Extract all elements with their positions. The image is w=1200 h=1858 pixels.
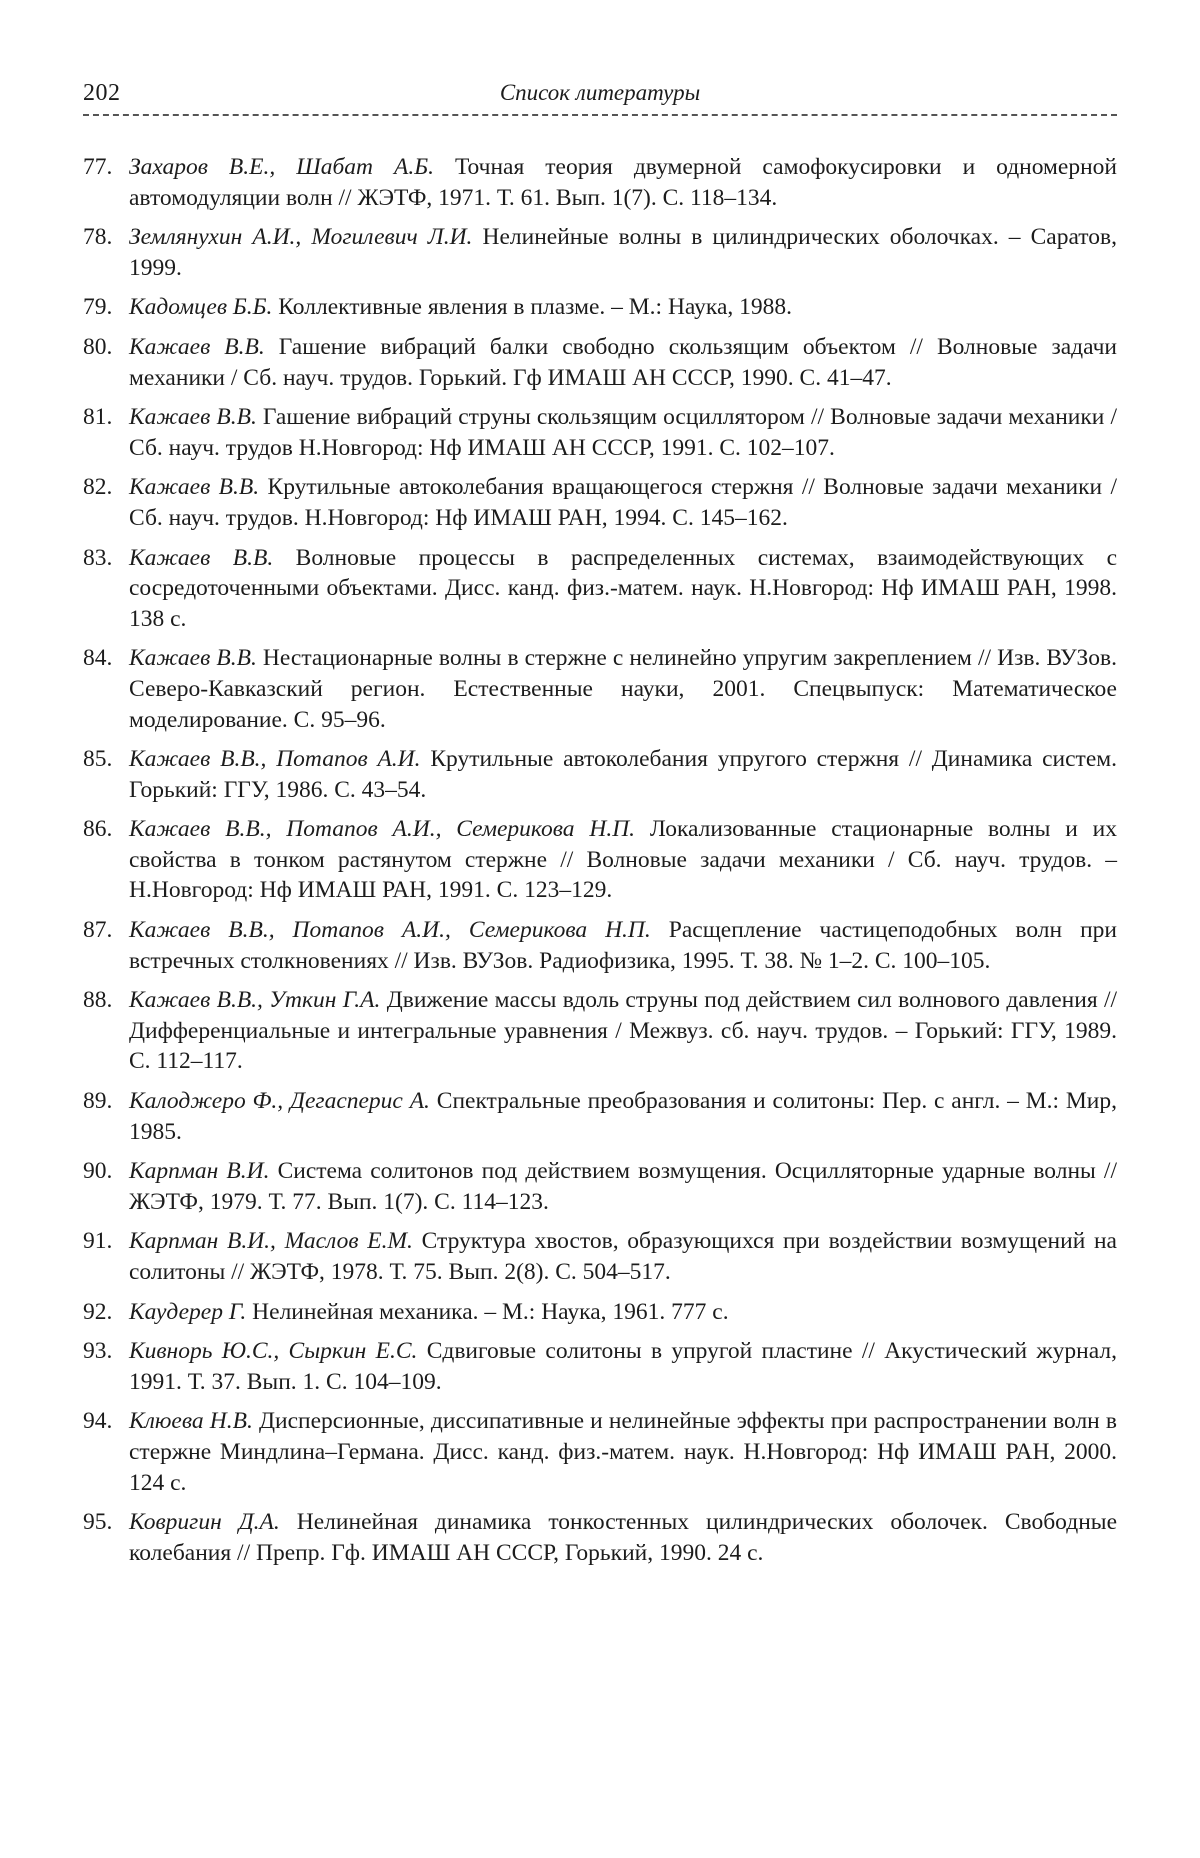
reference-item bbox=[83, 1156, 1117, 1217]
reference-text: Коллективные явления в плазме. – М.: Наука, 1988. bbox=[272, 294, 793, 321]
reference-item bbox=[83, 1507, 1117, 1568]
reference-number: 90. bbox=[83, 1158, 113, 1185]
reference-item bbox=[83, 472, 1117, 533]
reference-authors: Кажаев В.В., Потапов А.И. bbox=[129, 746, 421, 773]
reference-item bbox=[83, 1336, 1117, 1397]
reference-number: 87. bbox=[83, 917, 113, 944]
reference-number: 79. bbox=[83, 294, 113, 321]
reference-authors: Кажаев В.В. bbox=[129, 404, 257, 431]
reference-item bbox=[83, 643, 1117, 735]
reference-number: 95. bbox=[83, 1509, 113, 1536]
reference-number: 78. bbox=[83, 224, 113, 251]
reference-item bbox=[83, 1406, 1117, 1498]
reference-text: Движение массы вдоль струны под действием сил волнового давления // Дифференциальные и интегральные уравнения / Межвуз. сб. науч. трудов. – Горький: ГГУ, 1989. С. 112–117. bbox=[129, 987, 1117, 1075]
reference-authors: Кажаев В.В., Потапов А.И., Семерикова Н.П. bbox=[129, 917, 651, 944]
reference-text: Гашение вибраций балки свободно скользящим объектом // Волновые задачи механики / Сб. науч. трудов. Горький. Гф ИМАШ АН СССР, 1990. С. 41–47. bbox=[129, 333, 1117, 391]
reference-item bbox=[83, 744, 1117, 805]
reference-text: Волновые процессы в распределенных системах, взаимодействующих с сосредоточенными объектами. Дисс. канд. физ.-матем. наук. Н.Новгород: Нф ИМАШ РАН, 1998. 138 с. bbox=[129, 544, 1117, 632]
page-number: 202 bbox=[83, 80, 121, 106]
reference-item bbox=[83, 1297, 1117, 1328]
reference-item bbox=[83, 915, 1117, 976]
reference-number: 93. bbox=[83, 1338, 113, 1365]
reference-text: Нелинейные волны в цилиндрических оболочках. – Саратов, 1999. bbox=[129, 224, 1117, 281]
reference-authors: Кажаев В.В., Потапов А.И., Семерикова Н.П. bbox=[129, 816, 636, 843]
page-header bbox=[83, 74, 1117, 116]
reference-list bbox=[83, 152, 1117, 1577]
reference-text: Система солитонов под действием возмущения. Осцилляторные ударные волны // ЖЭТФ, 1979. Т. 77. Вып. 1(7). С. 114–123. bbox=[129, 1158, 1117, 1215]
reference-item bbox=[83, 543, 1117, 635]
reference-text: Нестационарные волны в стержне с нелинейно упругим закреплением // Изв. ВУЗов. Северо-Кавказский регион. Естественные науки, 2001. Спецвыпуск: Математическое моделирование. С. 95–96. bbox=[129, 645, 1118, 733]
reference-text: Сдвиговые солитоны в упругой пластине // Акустический журнал, 1991. Т. 37. Вып. 1. С. 104–109. bbox=[129, 1338, 1117, 1395]
reference-item bbox=[83, 292, 1117, 323]
reference-authors: Кажаев В.В., Уткин Г.А. bbox=[129, 987, 381, 1014]
reference-number: 84. bbox=[83, 645, 113, 672]
reference-number: 88. bbox=[83, 987, 113, 1014]
reference-authors: Кажаев В.В. bbox=[129, 645, 257, 672]
reference-number: 83. bbox=[83, 544, 113, 571]
reference-text: Крутильные автоколебания упругого стержня // Динамика систем. Горький: ГГУ, 1986. С. 43–54. bbox=[129, 746, 1117, 803]
reference-text: Нелинейная динамика тонкостенных цилиндрических оболочек. Свободные колебания // Препр. Гф. ИМАШ АН СССР, Горький, 1990. 24 с. bbox=[129, 1509, 1117, 1566]
reference-authors: Кадомцев Б.Б. bbox=[129, 294, 273, 321]
reference-authors: Каудерер Г. bbox=[129, 1298, 247, 1325]
reference-authors: Клюева Н.В. bbox=[129, 1408, 253, 1435]
reference-text: Структура хвостов, образующихся при воздействии возмущений на солитоны // ЖЭТФ, 1978. Т. 75. Вып. 2(8). С. 504–517. bbox=[129, 1228, 1117, 1285]
reference-text: Гашение вибраций струны скользящим осциллятором // Волновые задачи механики / Сб. науч. трудов Н.Новгород: Нф ИМАШ АН СССР, 1991. С. 102–107. bbox=[129, 404, 1117, 461]
reference-number: 77. bbox=[83, 154, 113, 180]
reference-number: 91. bbox=[83, 1228, 113, 1255]
reference-text: Локализованные стационарные волны и их свойства в тонком растянутом стержне // Волновые задачи механики / Сб. науч. трудов. – Н.Новгород: Нф ИМАШ РАН, 1991. С. 123–129. bbox=[129, 816, 1117, 904]
reference-item bbox=[83, 1226, 1117, 1287]
reference-text: Расщепление частицеподобных волн при встречных столкновениях // Изв. ВУЗов. Радиофизика, 1995. Т. 38. № 1–2. С. 100–105. bbox=[129, 917, 1117, 974]
reference-item bbox=[83, 222, 1117, 283]
reference-text: Спектральные преобразования и солитоны: Пер. с англ. – М.: Мир, 1985. bbox=[129, 1088, 1118, 1145]
reference-number: 94. bbox=[83, 1408, 113, 1435]
reference-item bbox=[83, 814, 1117, 906]
reference-item bbox=[83, 152, 1117, 213]
reference-item bbox=[83, 332, 1117, 393]
reference-text: Дисперсионные, диссипативные и нелинейные эффекты при распространении волн в стержне Миндлина–Германа. Дисс. канд. физ.-матем. наук. Н.Новгород: Нф ИМАШ РАН, 2000. 124 с. bbox=[129, 1408, 1117, 1496]
reference-text: Крутильные автоколебания вращающегося стержня // Волновые задачи механики / Сб. науч. трудов. Н.Новгород: Нф ИМАШ РАН, 1994. С. 145–162. bbox=[129, 474, 1118, 531]
reference-authors: Землянухин А.И., Могилевич Л.И. bbox=[129, 224, 473, 251]
reference-number: 81. bbox=[83, 404, 113, 431]
reference-number: 92. bbox=[83, 1298, 113, 1325]
reference-authors: Кивнорь Ю.С., Сыркин Е.С. bbox=[129, 1338, 418, 1365]
reference-item bbox=[83, 1086, 1117, 1147]
reference-authors: Кажаев В.В. bbox=[129, 474, 260, 501]
running-title: Список литературы bbox=[499, 80, 701, 105]
reference-number: 80. bbox=[83, 333, 113, 360]
reference-authors: Карпман В.И. bbox=[129, 1158, 270, 1185]
reference-number: 89. bbox=[83, 1088, 113, 1115]
reference-authors: Ковригин Д.А. bbox=[129, 1509, 280, 1536]
reference-number: 86. bbox=[83, 816, 113, 843]
reference-item bbox=[83, 402, 1117, 463]
reference-item bbox=[83, 985, 1117, 1077]
reference-authors: Калоджеро Ф., Дегасперис А. bbox=[129, 1088, 430, 1115]
reference-authors: Кажаев В.В. bbox=[129, 333, 265, 360]
reference-authors: Захаров В.Е., Шабат А.Б. bbox=[129, 154, 434, 180]
reference-authors: Кажаев В.В. bbox=[129, 544, 274, 571]
reference-text: Нелинейная механика. – М.: Наука, 1961. 777 с. bbox=[246, 1298, 729, 1325]
reference-number: 82. bbox=[83, 474, 113, 501]
reference-authors: Карпман В.И., Маслов Е.М. bbox=[129, 1228, 413, 1255]
reference-number: 85. bbox=[83, 746, 113, 773]
reference-text: Точная теория двумерной самофокусировки и одномерной автомодуляции волн // ЖЭТФ, 1971. Т. 61. Вып. 1(7). С. 118–134. bbox=[129, 154, 1117, 211]
